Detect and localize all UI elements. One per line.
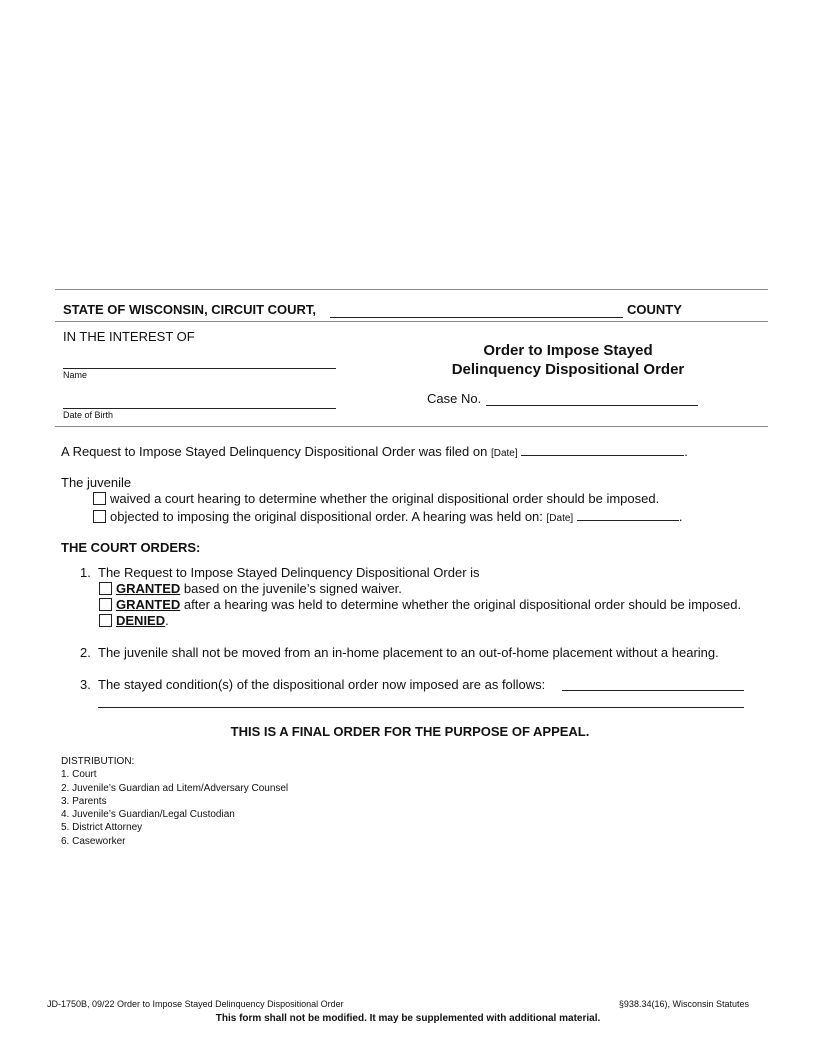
waived-checkbox[interactable] bbox=[93, 492, 106, 505]
distribution-item: 6. Caseworker bbox=[61, 835, 126, 847]
hearing-date-placeholder: [Date] bbox=[546, 513, 574, 524]
modification-notice: This form shall not be modified. It may be supplemented with additional material. bbox=[215, 1013, 601, 1024]
hearing-date-field[interactable] bbox=[577, 508, 679, 521]
statute-reference: §938.34(16), Wisconsin Statutes bbox=[618, 999, 749, 1009]
denied-text: . bbox=[165, 613, 169, 628]
granted-hearing-text: after a hearing was held to determine whether the original dispositional order should be imposed. bbox=[180, 597, 742, 612]
distribution-item: 1. Court bbox=[61, 769, 97, 781]
order-1-number: 1. bbox=[80, 565, 91, 580]
distribution-item: 5. District Attorney bbox=[61, 822, 143, 834]
waived-text: waived a court hearing to determine whether the original dispositional order should be imposed. bbox=[110, 491, 660, 506]
granted-waiver-checkbox[interactable] bbox=[99, 582, 112, 595]
interest-label: IN THE INTEREST OF bbox=[63, 329, 195, 344]
order-option-granted-hearing bbox=[99, 597, 741, 613]
order-option-denied bbox=[99, 613, 169, 629]
case-no-label: Case No. bbox=[427, 391, 482, 406]
court-label: STATE OF WISCONSIN, CIRCUIT COURT, bbox=[63, 302, 317, 317]
header-bottom-rule bbox=[55, 321, 768, 322]
final-order-notice: THIS IS A FINAL ORDER FOR THE PURPOSE OF APPEAL. bbox=[230, 724, 590, 739]
distribution-list bbox=[61, 755, 288, 848]
name-field[interactable] bbox=[63, 368, 336, 369]
juvenile-option-objected bbox=[93, 508, 682, 527]
granted-hearing-checkbox[interactable] bbox=[99, 598, 112, 611]
hearing-date-end: . bbox=[678, 509, 683, 524]
dob-field[interactable] bbox=[63, 408, 336, 409]
distribution-item: 2. Juvenile’s Guardian ad Litem/Adversary Counsel bbox=[61, 782, 289, 794]
name-label: Name bbox=[63, 370, 88, 380]
distribution-item: 3. Parents bbox=[61, 795, 107, 807]
order-2-text: The juvenile shall not be moved from an in-home placement to an out-of-home placement without a hearing. bbox=[98, 645, 719, 660]
request-end: . bbox=[684, 444, 688, 459]
order-1-text: The Request to Impose Stayed Delinquency Dispositional Order is bbox=[98, 565, 480, 580]
county-label: COUNTY bbox=[627, 302, 682, 317]
conditions-field-line1[interactable] bbox=[562, 690, 744, 691]
request-date-placeholder: [Date] bbox=[490, 448, 518, 459]
denied-checkbox[interactable] bbox=[99, 614, 112, 627]
form-id: JD-1750B, 09/22 Order to Impose Stayed Delinquency Dispositional Order bbox=[47, 999, 344, 1009]
form-title-line1: Order to Impose Stayed bbox=[483, 342, 653, 359]
juvenile-option-waived bbox=[93, 491, 659, 507]
request-date-field[interactable] bbox=[521, 443, 684, 456]
objected-checkbox[interactable] bbox=[93, 510, 106, 523]
objected-text: objected to imposing the original dispositional order. A hearing was held on: bbox=[110, 509, 543, 524]
order-2-number: 2. bbox=[80, 645, 91, 660]
caption-bottom-rule bbox=[55, 426, 768, 427]
order-3-text: The stayed condition(s) of the dispositional order now imposed are as follows: bbox=[98, 677, 546, 692]
form-title-line2: Delinquency Dispositional Order bbox=[451, 361, 685, 378]
form-title bbox=[418, 341, 718, 379]
header-top-rule bbox=[55, 289, 768, 290]
granted-waiver-label: GRANTED bbox=[116, 581, 181, 596]
court-orders-heading: THE COURT ORDERS: bbox=[61, 540, 201, 555]
dob-label: Date of Birth bbox=[63, 410, 114, 420]
request-text: A Request to Impose Stayed Delinquency Dispositional Order was filed on bbox=[61, 444, 488, 459]
granted-hearing-label: GRANTED bbox=[116, 597, 181, 612]
county-field[interactable] bbox=[330, 317, 623, 318]
order-3-number: 3. bbox=[80, 677, 91, 692]
distribution-item: 4. Juvenile’s Guardian/Legal Custodian bbox=[61, 809, 235, 821]
distribution-heading: DISTRIBUTION: bbox=[61, 756, 135, 767]
request-line bbox=[61, 443, 688, 462]
granted-waiver-text: based on the juvenile’s signed waiver. bbox=[180, 581, 402, 596]
case-no-field[interactable] bbox=[486, 405, 698, 406]
conditions-field-line2[interactable] bbox=[98, 707, 744, 708]
order-option-granted-waiver bbox=[99, 581, 402, 597]
juvenile-label: The juvenile bbox=[61, 475, 132, 490]
denied-label: DENIED bbox=[116, 613, 166, 628]
